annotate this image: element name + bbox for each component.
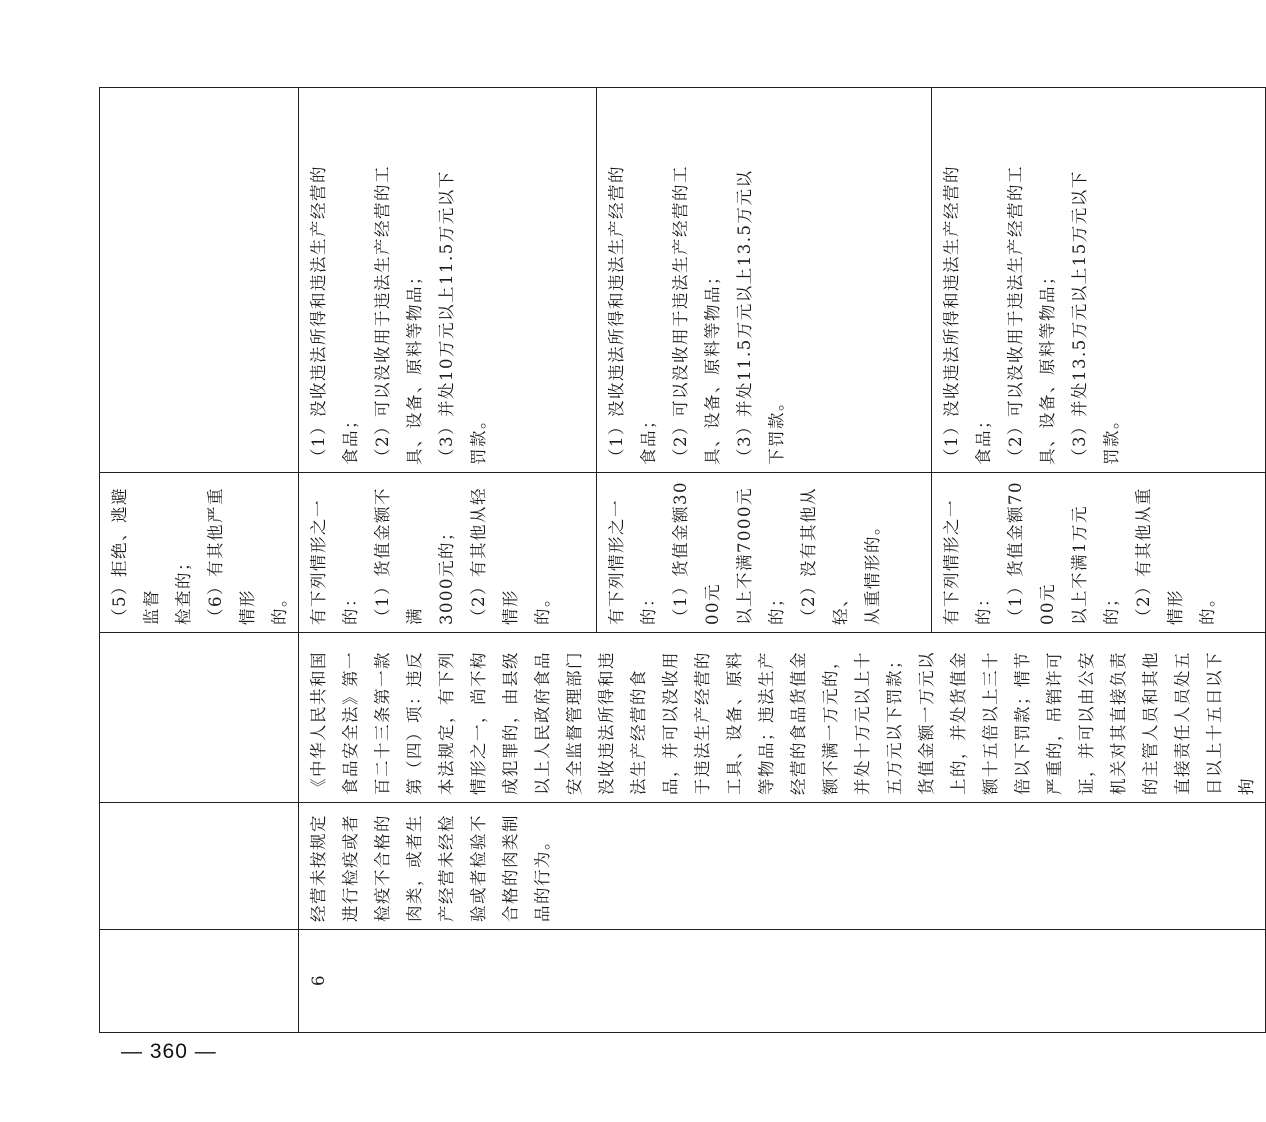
penalty-cell-normal [597, 88, 931, 473]
circumstance-cell-heavy [931, 473, 1265, 633]
legal-basis-cell-empty [100, 633, 299, 803]
text-line: （1）没收违法所得和违法生产经营的 [941, 165, 961, 465]
text-line: 以上不满7000元的； [735, 487, 787, 625]
rotated-page [99, 88, 1256, 1033]
page-number: — 360 — [121, 1040, 217, 1063]
penalty-cell-heavy [931, 88, 1265, 473]
text-line: （1）货值金额不满 [373, 487, 424, 625]
text-line: 食品； [639, 411, 659, 465]
table-row-continued [100, 88, 299, 1033]
text-line: 以上不满1万元的； [1069, 505, 1121, 625]
text-line: 具、设备、原料等物品； [703, 267, 723, 465]
text-line: （2）没有其他从轻、 [799, 487, 851, 625]
text-line: （5）拒绝、逃避监督 [110, 487, 161, 625]
text-line: 下罚款。 [767, 393, 787, 465]
text-line: （1）货值金额3000元 [671, 481, 723, 625]
text-line: 具、设备、原料等物品； [1037, 267, 1057, 465]
text-line: （2）可以没收用于违法生产经营的工 [373, 165, 392, 465]
row-number-cell-empty [100, 930, 299, 1033]
text-line: 的。 [533, 589, 552, 625]
text-line: 有下列情形之一的： [309, 499, 360, 625]
text-line: 具、设备、原料等物品； [405, 267, 424, 465]
text-line: （1）没收违法所得和违法生产经营的 [309, 165, 328, 465]
text-line: 从重情形的。 [863, 517, 883, 625]
text-line: 罚款。 [1101, 411, 1121, 465]
text-line: 检查的； [174, 553, 193, 625]
text-line: （2）可以没收用于违法生产经营的工 [1005, 165, 1025, 465]
table-row [299, 88, 597, 1033]
penalty-table [99, 87, 1266, 1033]
text-line: 的。 [1197, 589, 1217, 625]
text-line: 有下列情形之一的： [607, 499, 659, 625]
text-line: （2）有其他从轻情形 [469, 487, 520, 625]
text-line: 有下列情形之一的： [941, 499, 993, 625]
text-line: （2）有其他从重情形 [1133, 487, 1185, 625]
text-line: 食品； [341, 411, 360, 465]
penalty-cell-light [299, 88, 597, 473]
previous-penalty-cell-empty [100, 88, 299, 473]
violation-cell: 经营未按规定进行检疫或者检疫不合格的肉类，或者生产经营未经检验或者检验不合格的肉类制品的行为。 [299, 803, 1266, 930]
row-number-cell: 6 [299, 930, 1266, 1033]
legal-basis-cell: 《中华人民共和国食品安全法》第一百二十三条第一款第（四）项：违反本法规定，有下列情形之一，尚不构成犯罪的，由县级以上人民政府食品安全监督管理部门没收违法所得和违法生产经营的食品，并可以没收用于违法生产经营的工具、设备、原料等物品；违法生产经营的食品货值金额不满一万元的，并处十万元以上十五万元以下罚款；货值金额一万元以上的，并处货值金额十五倍以上三十倍以下罚款；情节严重的，吊销许可证，并可以由公安机关对其直接负责的主管人员和其他直接责任人员处五日以上十五日以下拘 [299, 633, 1266, 803]
text-line: 3000元的； [437, 523, 456, 625]
circumstance-cell-normal [597, 473, 931, 633]
text-line: （6）有其他严重情形 [206, 487, 257, 625]
violation-cell-empty [100, 803, 299, 930]
text-line: 的。 [270, 589, 289, 625]
text-line: （3）并处13.5万元以上15万元以下 [1069, 170, 1089, 465]
text-line: （1）没收违法所得和违法生产经营的 [607, 165, 627, 465]
previous-circumstance-cell [100, 473, 299, 633]
text-line: （2）可以没收用于违法生产经营的工 [671, 165, 691, 465]
text-line: 食品； [973, 411, 993, 465]
text-line: （1）货值金额7000元 [1005, 481, 1057, 625]
circumstance-cell-light [299, 473, 597, 633]
text-line: （3）并处10万元以上11.5万元以下 [437, 170, 456, 465]
text-line: （3）并处11.5万元以上13.5万元以 [735, 169, 755, 465]
text-line: 罚款。 [469, 411, 488, 465]
